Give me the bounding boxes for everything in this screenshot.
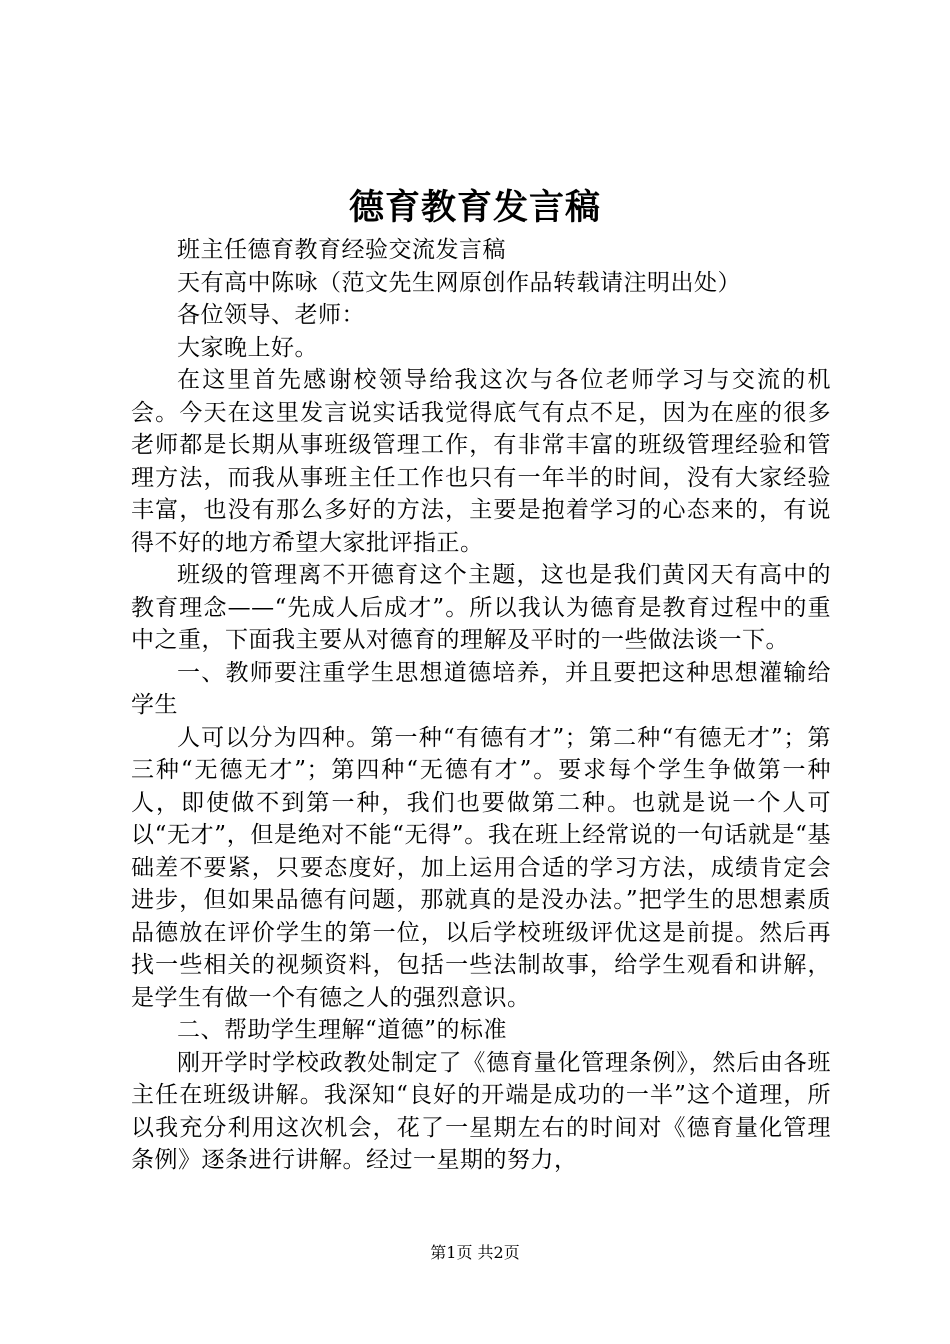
- author-paragraph: 天有高中陈咏（范文先生网原创作品转载请注明出处）: [177, 269, 741, 296]
- body-paragraph: 人可以分为四种。第一种“有德有才”；第二种“有德无才”；第三种“无德无才”；第四种“无德有才”。要求每个学生争做第一种人，即使做不到第一种，我们也要做第二种。也就是说一个人可以“无才”，但是绝对不能“无得”。我在班上经常说的一句话就是“基础差不要紧，只要态度好，加上运用合适的学习方法，成绩肯定会进步，但如果品德有问题，那就真的是没办法。”把学生的思想素质品德放在评价学生的第一位，以后学校班级评优这是前提。然后再找一些相关的视频资料，包括一些法制故事，给学生观看和讲解，是学生有做一个有德之人的强烈意识。: [131, 724, 831, 1011]
- body-paragraph: 班级的管理离不开德育这个主题，这也是我们黄冈天有高中的教育理念——“先成人后成才”。所以我认为德育是教育过程中的重中之重，下面我主要从对德育的理解及平时的一些做法谈一下。: [131, 562, 831, 653]
- document-body: [131, 234, 831, 1177]
- document-title: 德育教育发言稿: [348, 187, 601, 228]
- greeting-paragraph: 大家晚上好。: [177, 334, 318, 361]
- salutation-paragraph: 各位领导、老师：: [177, 302, 365, 328]
- subtitle-paragraph: 班主任德育教育经验交流发言稿: [177, 237, 506, 263]
- section-heading: 一、教师要注重学生思想道德培养，并且要把这种思想灌输给学生: [131, 659, 831, 718]
- section-heading: 二、帮助学生理解“道德”的标准: [177, 1017, 508, 1043]
- body-paragraph: 在这里首先感谢校领导给我这次与各位老师学习与交流的机会。今天在这里发言说实话我觉得底气有点不足，因为在座的很多老师都是长期从事班级管理工作，有非常丰富的班级管理经验和管理方法，而我从事班主任工作也只有一年半的时间，没有大家经验丰富，也没有那么多好的方法，主要是抱着学习的心态来的，有说得不好的地方希望大家批评指正。: [131, 367, 831, 556]
- body-paragraph: 刚开学时学校政教处制定了《德育量化管理条例》，然后由各班主任在班级讲解。我深知“良好的开端是成功的一半”这个道理，所以我充分利用这次机会，花了一星期左右的时间对《德育量化管理条例》逐条进行讲解。经过一星期的努力，: [131, 1049, 831, 1173]
- page-number-footer: 第1页 共2页: [430, 1243, 520, 1262]
